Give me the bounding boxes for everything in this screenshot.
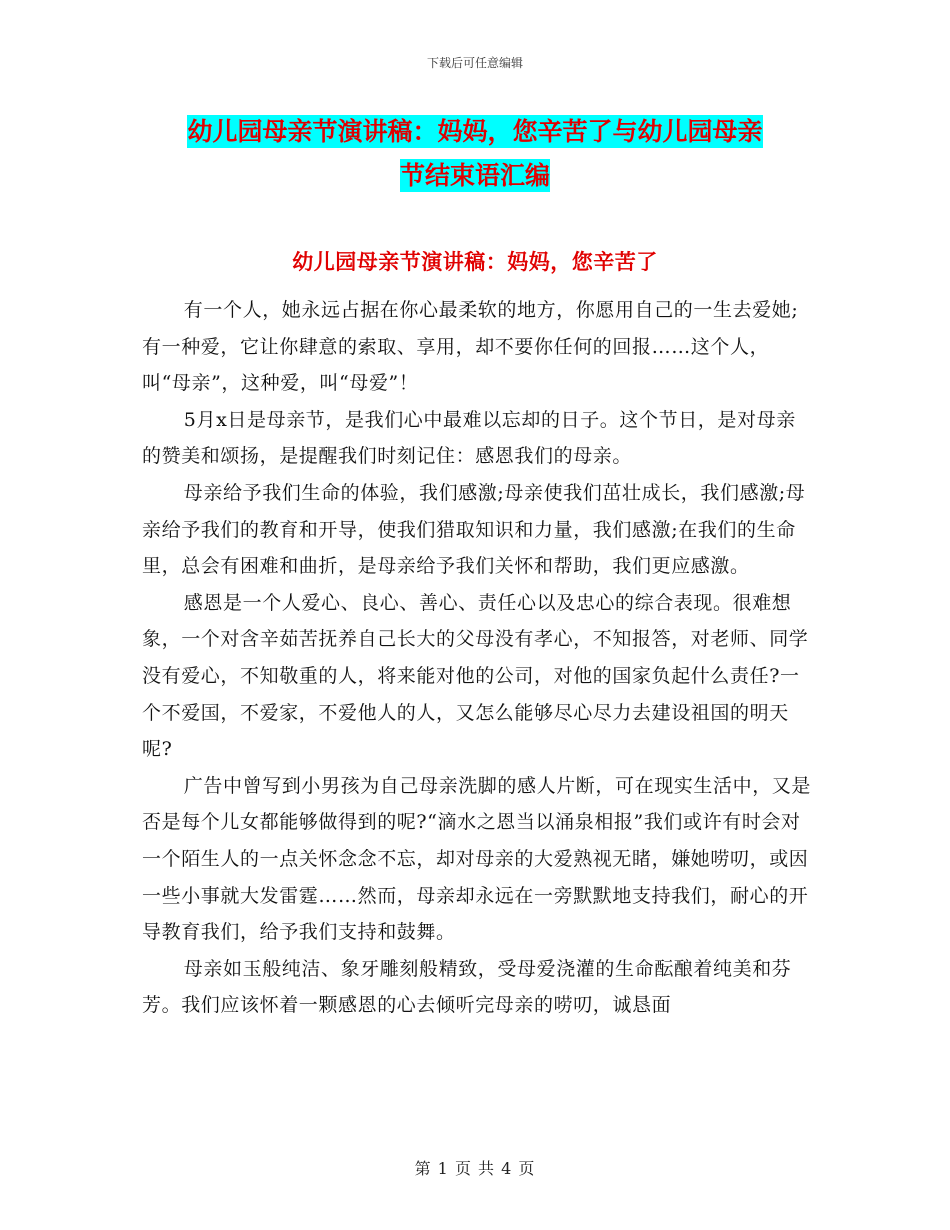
page-footer: 第 1 页 共 4 页 [414,1159,536,1178]
paragraph: 有一个人，她永远占据在你心最柔软的地方，你愿用自己的一生去爱她;有一种爱，它让你肆意的索取、享用，却不要你任何的回报……这个人，叫“母亲”，这种爱，叫“母爱”！ [142,299,799,395]
page-header-note: 下载后可任意编辑 [426,56,523,70]
document-title [150,110,800,198]
section-title: 幼儿园母亲节演讲稿：妈妈，您辛苦了 [292,250,658,274]
paragraph: 5月x日是母亲节，是我们心中最难以忘却的日子。这个节日，是对母亲的赞美和颂扬，是提醒我们时刻记住：感恩我们的母亲。 [142,408,796,468]
paragraph: 广告中曾写到小男孩为自己母亲洗脚的感人片断，可在现实生活中，又是否是每个儿女都能够做得到的呢?“滴水之恩当以涌泉相报”我们或许有时会对一个陌生人的一点关怀念念不忘，却对母亲的大爱熟视无睹，嫌她唠叨，或因一些小事就大发雷霆……然而，母亲却永远在一旁默默地支持我们，耐心的开导教育我们，给予我们支持和鼓舞。 [142,774,811,944]
paragraph: 母亲如玉般纯洁、象牙雕刻般精致，受母爱浇灌的生命酝酿着纯美和芬芳。我们应该怀着一颗感恩的心去倾听完母亲的唠叨，诚恳面 [142,957,792,1017]
body-text [142,292,812,1024]
paragraph: 感恩是一个人爱心、良心、善心、责任心以及忠心的综合表现。很难想象，一个对含辛茹苦抚养自己长大的父母没有孝心，不知报答，对老师、同学没有爱心，不知敬重的人，将来能对他的公司，对他的国家负起什么责任?一个不爱国，不爱家，不爱他人的人，又怎么能够尽心尽力去建设祖国的明天呢? [142,591,809,761]
document-title-line-2: 节结束语汇编 [399,161,550,190]
document-title-line-1: 幼儿园母亲节演讲稿：妈妈，您辛苦了与幼儿园母亲 [187,117,763,146]
paragraph: 母亲给予我们生命的体验，我们感激;母亲使我们茁壮成长，我们感激;母亲给予我们的教育和开导，使我们猎取知识和力量，我们感激;在我们的生命里，总会有困难和曲折，是母亲给予我们关怀和帮助，我们更应感激。 [142,481,806,578]
